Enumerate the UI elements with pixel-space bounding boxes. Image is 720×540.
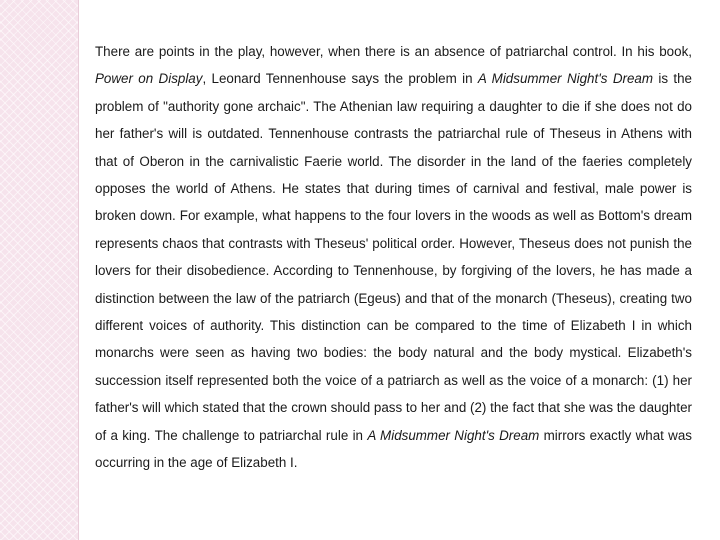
play-title-midsummer-2: A Midsummer Night's Dream: [367, 427, 540, 443]
paragraph-text-4: mirrors exactly what was occurring in the age of Elizabeth I.: [95, 427, 692, 471]
paragraph-text-1: There are points in the play, however, when there is an absence of patriarchal control. In his book,: [95, 44, 692, 59]
book-title-power-on-display: Power on Display: [95, 71, 203, 87]
side-strip-divider: [78, 0, 79, 540]
play-title-midsummer-1: A Midsummer Night's Dream: [477, 71, 653, 87]
paragraph-text-3: is the problem of "authority gone archaic". The Athenian law requiring a daughter to die if she does not do her father's will is outdated. Tennenhouse contrasts the patriarchal rule of Theseus in Athens with that of Oberon in the carnivalistic Faerie world. The disorder in the land of the faeries completely opposes the world of Athens. He states that during times of carnival and festival, male power is broken down. For example, what happens to the four lovers in the woods as well as Bottom's dream represents chaos that contrasts with Theseus' political order. However, Theseus does not punish the lovers for their disobedience. According to Tennenhouse, by forgiving of the lovers, he has made a distinction between the law of the patriarch (Egeus) and that of the monarch (Theseus), creating two different voices of authority. This distinction can be compared to the time of Elizabeth I in which monarchs were seen as having two bodies: the body natural and the body mystical. Elizabeth's succession itself represented both the voice of a patriarch as well as the voice of a monarch: (1) her father's will which stated that the crown should pass to her and (2) the fact that she was the daughter of a king. The challenge to patriarchal rule in: [95, 71, 692, 443]
paragraph-text-2: , Leonard Tennenhouse says the problem in: [202, 71, 478, 87]
body-paragraph: [95, 38, 692, 477]
decorative-side-strip: [0, 0, 78, 540]
